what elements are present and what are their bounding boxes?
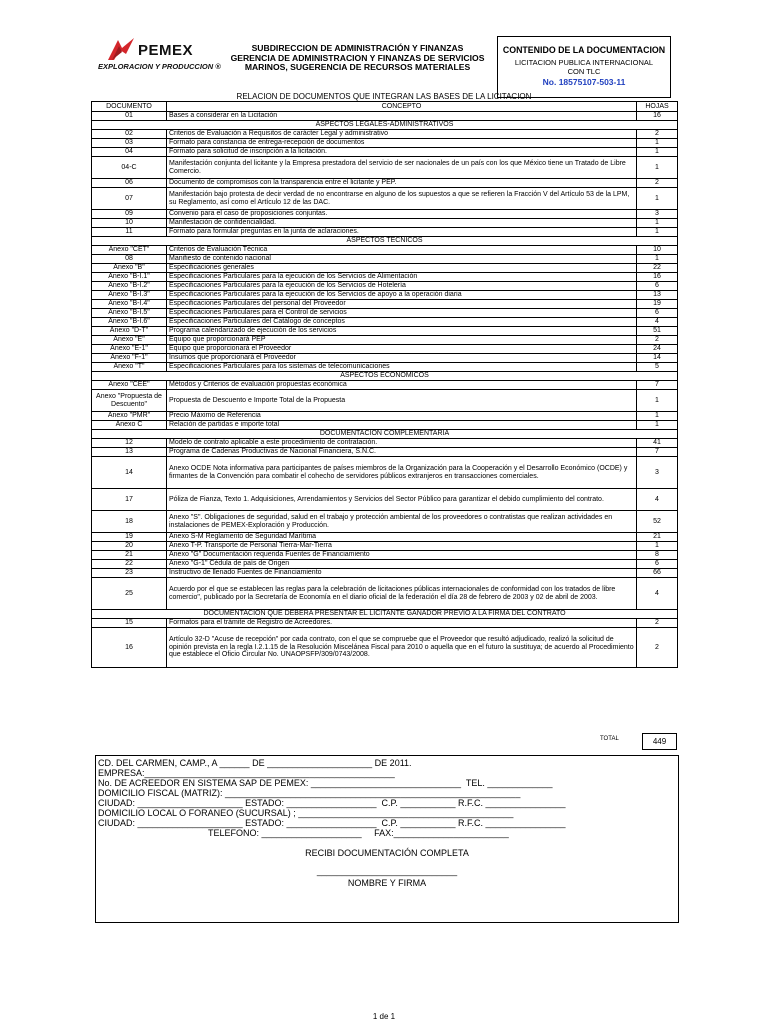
- table-row: [92, 457, 678, 489]
- form-date-line: CD. DEL CARMEN, CAMP., A ______ DE _____________________ DE 2011.: [98, 758, 412, 768]
- pages-cell: 3: [637, 457, 678, 489]
- concept-cell: Manifiesto de contenido nacional: [167, 255, 637, 264]
- table-row: [92, 381, 678, 390]
- concept-cell: Manifestación de confidencialidad.: [167, 219, 637, 228]
- pages-cell: 1: [637, 188, 678, 210]
- section-title: ASPECTOS LEGALES-ADMINISTRATIVOS: [92, 121, 678, 130]
- pemex-logo: [98, 36, 228, 76]
- logo-wordmark: PEMEX: [138, 42, 194, 59]
- pages-cell: 4: [637, 578, 678, 610]
- table-row: [92, 345, 678, 354]
- table-row: [92, 273, 678, 282]
- document-cell: 02: [92, 130, 167, 139]
- concept-cell: Anexo "S". Obligaciones de seguridad, salud en el trabajo y protección ambiental de los proveedores o contratistas que realizan actividades en instalaciones de PEMEX-Exploración y Producción.: [167, 511, 637, 533]
- pages-cell: 1: [637, 148, 678, 157]
- table-row: [92, 112, 678, 121]
- pages-cell: 4: [637, 489, 678, 511]
- table-row: [92, 439, 678, 448]
- document-cell: 23: [92, 569, 167, 578]
- pages-cell: 7: [637, 381, 678, 390]
- document-cell: Anexo "Propuesta de Descuento": [92, 390, 167, 412]
- table-row: [92, 363, 678, 372]
- document-cell: 03: [92, 139, 167, 148]
- table-row: [92, 336, 678, 345]
- document-cell: Anexo "B-I.3": [92, 291, 167, 300]
- concept-cell: Documento de compromisos con la transparencia entre el licitante y PEP.: [167, 179, 637, 188]
- concept-cell: Anexo S-M Reglamento de Seguridad Marítima: [167, 533, 637, 542]
- concept-cell: Especificaciones Particulares del Catálogo de conceptos: [167, 318, 637, 327]
- org-line: GERENCIA DE ADMINISTRACION Y FINANZAS DE SERVICIOS: [230, 52, 485, 63]
- concept-cell: Programa calendarizado de ejecución de los servicios: [167, 327, 637, 336]
- pages-cell: 10: [637, 246, 678, 255]
- concept-cell: Modelo de contrato aplicable a este procedimiento de contratación.: [167, 439, 637, 448]
- pages-cell: 21: [637, 533, 678, 542]
- org-line: MARINOS, SUGERENCIA DE RECURSOS MATERIALES: [244, 62, 471, 73]
- section-title: DOCUMENTACION QUE DEBERA PRESENTAR EL LICITANTE GANADOR PREVIO A LA FIRMA DEL CONTRATO: [92, 610, 678, 619]
- table-row: [92, 533, 678, 542]
- concept-cell: Equipo que proporcionará PEP: [167, 336, 637, 345]
- document-cell: 25: [92, 578, 167, 610]
- table-row: [92, 139, 678, 148]
- concept-cell: Especificaciones Particulares para la ejecución de los Servicios de apoyo a la operación diaria: [167, 291, 637, 300]
- pages-cell: 41: [637, 439, 678, 448]
- document-cell: Anexo "E-1": [92, 345, 167, 354]
- concept-cell: Especificaciones Particulares para los sistemas de telecomunicaciones: [167, 363, 637, 372]
- table-row: [92, 210, 678, 219]
- pages-cell: 13: [637, 291, 678, 300]
- documents-table: [91, 101, 678, 668]
- table-row: [92, 412, 678, 421]
- form-creditor-line: No. DE ACREEDOR EN SISTEMA SAP DE PEMEX: ______________________________ TEL. _____________: [98, 778, 553, 788]
- concept-cell: Formatos para el trámite de Registro de Acreedores.: [167, 619, 637, 628]
- pages-cell: 1: [637, 421, 678, 430]
- section-row: [92, 372, 678, 381]
- signature-line: ____________________________: [316, 866, 458, 876]
- document-cell: 08: [92, 255, 167, 264]
- document-cell: 20: [92, 542, 167, 551]
- concept-cell: Instructivo de llenado Fuentes de Financiamiento: [167, 569, 637, 578]
- table-row: [92, 551, 678, 560]
- document-cell: 04-C: [92, 157, 167, 179]
- pages-cell: 1: [637, 412, 678, 421]
- section-title: DOCUMENTACION COMPLEMENTARIA: [92, 430, 678, 439]
- table-row: [92, 282, 678, 291]
- document-cell: 10: [92, 219, 167, 228]
- pages-cell: 2: [637, 130, 678, 139]
- pages-cell: 6: [637, 309, 678, 318]
- table-row: [92, 188, 678, 210]
- concept-cell: Criterios de Evaluación Técnica: [167, 246, 637, 255]
- concept-cell: Formato para constancia de entrega-recepción de documentos: [167, 139, 637, 148]
- pages-cell: 1: [637, 228, 678, 237]
- document-cell: 13: [92, 448, 167, 457]
- pages-cell: 16: [637, 112, 678, 121]
- pages-cell: 1: [637, 139, 678, 148]
- document-cell: Anexo "F-1": [92, 354, 167, 363]
- concept-cell: Anexo T-P. Transporte de Personal Tierra-Mar-Tierra: [167, 542, 637, 551]
- box-title: CONTENIDO DE LA DOCUMENTACION: [502, 45, 666, 55]
- received-text: RECIBI DOCUMENTACIÓN COMPLETA: [305, 848, 469, 858]
- document-cell: Anexo "B-I.4": [92, 300, 167, 309]
- organization-header: [225, 44, 490, 73]
- document-cell: 19: [92, 533, 167, 542]
- pages-cell: 1: [637, 255, 678, 264]
- pages-cell: 2: [637, 628, 678, 668]
- table-row: [92, 354, 678, 363]
- concept-cell: Especificaciones Particulares para la ejecución de los Servicios de Hotelería: [167, 282, 637, 291]
- pages-cell: 6: [637, 560, 678, 569]
- table-row: [92, 448, 678, 457]
- document-cell: Anexo "CEE": [92, 381, 167, 390]
- table-row: [92, 148, 678, 157]
- concept-cell: Propuesta de Descuento e Importe Total de la Propuesta: [167, 390, 637, 412]
- document-cell: Anexo "CET": [92, 246, 167, 255]
- pages-cell: 14: [637, 354, 678, 363]
- concept-cell: Equipo que proporcionará el Proveedor: [167, 345, 637, 354]
- pages-cell: 16: [637, 273, 678, 282]
- signature-label: NOMBRE Y FIRMA: [347, 878, 427, 888]
- table-row: [92, 489, 678, 511]
- document-cell: Anexo C: [92, 421, 167, 430]
- document-cell: 06: [92, 179, 167, 188]
- concept-cell: Especificaciones Particulares para el Control de servicios: [167, 309, 637, 318]
- concept-cell: Relación de partidas e importe total: [167, 421, 637, 430]
- table-row: [92, 578, 678, 610]
- table-row: [92, 130, 678, 139]
- document-cell: Anexo "B-I.2": [92, 282, 167, 291]
- document-cell: 07: [92, 188, 167, 210]
- concept-cell: Formato para solicitud de inscripción a la licitación.: [167, 148, 637, 157]
- form-city-line-2: CIUDAD: _____________________ ESTADO: __________________ C.P. ___________ R.F.C. ________________: [98, 818, 566, 828]
- document-cell: Anexo "T": [92, 363, 167, 372]
- table-row: [92, 628, 678, 668]
- concept-cell: Manifestación conjunta del licitante y la Empresa prestadora del servicio de ser nacionales de un país con los que México tiene un Tratado de Libre Comercio.: [167, 157, 637, 179]
- header-documento: DOCUMENTO: [92, 102, 167, 112]
- table-row: [92, 421, 678, 430]
- document-cell: 18: [92, 511, 167, 533]
- section-row: [92, 610, 678, 619]
- concept-cell: Programa de Cadenas Productivas de Nacional Financiera, S.N.C.: [167, 448, 637, 457]
- pages-cell: 24: [637, 345, 678, 354]
- document-cell: 16: [92, 628, 167, 668]
- table-row: [92, 255, 678, 264]
- document-cell: 22: [92, 560, 167, 569]
- table-row: [92, 560, 678, 569]
- form-phone-line: TELEFONO: ____________________ FAX:_______________________: [208, 828, 509, 838]
- receipt-form: [95, 755, 679, 923]
- logo-subtitle: EXPLORACION Y PRODUCCION ®: [98, 62, 221, 71]
- concept-cell: Anexo "G" Documentación requerida Fuentes de Financiamiento: [167, 551, 637, 560]
- document-cell: Anexo "B": [92, 264, 167, 273]
- tender-number: No. 18575107-503-11: [542, 77, 626, 87]
- concept-cell: Precio Máximo de Referencia: [167, 412, 637, 421]
- header-concepto: CONCEPTO: [167, 102, 637, 112]
- documents-table-body: [92, 102, 678, 668]
- concept-cell: Anexo "G-1" Cédula de país de Origen: [167, 560, 637, 569]
- document-cell: 15: [92, 619, 167, 628]
- table-row: [92, 569, 678, 578]
- concept-cell: Especificaciones generales: [167, 264, 637, 273]
- pages-cell: 66: [637, 569, 678, 578]
- pages-cell: 1: [637, 157, 678, 179]
- concept-cell: Anexo OCDE Nota informativa para participantes de países miembros de la Organización para la Cooperación y el Desarrollo Económico (OCDE) y firmantes de la Convención para combatir el cohecho de servidores públicos extranjeros en transacciones comerciales.: [167, 457, 637, 489]
- document-cell: 21: [92, 551, 167, 560]
- document-cell: Anexo "B-I.5": [92, 309, 167, 318]
- box-subtitle-2: CON TLC: [567, 67, 601, 76]
- concept-cell: Especificaciones Particulares para la ejecución de los Servicios de Alimentación: [167, 273, 637, 282]
- pages-cell: 1: [637, 390, 678, 412]
- table-row: [92, 390, 678, 412]
- table-row: [92, 318, 678, 327]
- table-row: [92, 219, 678, 228]
- page-number: 1 de 1: [372, 1012, 396, 1021]
- org-line: SUBDIRECCION DE ADMINISTRACIÓN Y FINANZAS: [251, 43, 464, 53]
- pages-cell: 52: [637, 511, 678, 533]
- document-cell: Anexo "D-T": [92, 327, 167, 336]
- table-row: [92, 542, 678, 551]
- form-local-address-line: DOMICILIO LOCAL O FORANEO (SUCURSAL) ; ___________________________________________: [98, 808, 514, 818]
- table-row: [92, 246, 678, 255]
- section-title: ASPECTOS TECNICOS: [92, 237, 678, 246]
- documentation-box: [497, 36, 671, 98]
- concept-cell: Convenio para el caso de proposiciones conjuntas.: [167, 210, 637, 219]
- document-cell: Anexo "PMR": [92, 412, 167, 421]
- document-cell: 17: [92, 489, 167, 511]
- section-row: [92, 237, 678, 246]
- document-cell: Anexo "B-I.1": [92, 273, 167, 282]
- table-row: [92, 300, 678, 309]
- section-row: [92, 121, 678, 130]
- pages-cell: 2: [637, 619, 678, 628]
- table-row: [92, 157, 678, 179]
- header-hojas: HOJAS: [637, 102, 678, 112]
- pages-cell: 51: [637, 327, 678, 336]
- document-cell: 09: [92, 210, 167, 219]
- concept-cell: Formato para formular preguntas en la junta de aclaraciones.: [167, 228, 637, 237]
- pages-cell: 1: [637, 542, 678, 551]
- form-company-line: EMPRESA:__________________________________________________: [98, 768, 395, 778]
- pages-cell: 5: [637, 363, 678, 372]
- pages-cell: 4: [637, 318, 678, 327]
- document-cell: 11: [92, 228, 167, 237]
- concept-cell: Métodos y Criterios de evaluación propuestas económica: [167, 381, 637, 390]
- concept-cell: Insumos que proporcionará el Proveedor: [167, 354, 637, 363]
- section-row: [92, 430, 678, 439]
- form-city-line: CIUDAD: _____________________ ESTADO: __________________ C.P. ___________ R.F.C. ________________: [98, 798, 566, 808]
- pages-cell: 8: [637, 551, 678, 560]
- table-row: [92, 619, 678, 628]
- concept-cell: Acuerdo por el que se establecen las reglas para la celebración de licitaciones públicas internacionales de conformidad con los tratados de libre comercio", publicado por la Secretaría de Economía en el diario oficial de la federación el día 28 de febrero de 2003 y 02 de abril de 2003.: [167, 578, 637, 610]
- pages-cell: 1: [637, 219, 678, 228]
- concept-cell: Póliza de Fianza, Texto 1. Adquisiciones, Arrendamientos y Servicios del Sector Público para garantizar el debido cumplimiento del contrato.: [167, 489, 637, 511]
- concept-cell: Criterios de Evaluación a Requisitos de carácter Legal y administrativo: [167, 130, 637, 139]
- table-row: [92, 327, 678, 336]
- table-row: [92, 309, 678, 318]
- pemex-eagle-icon: [104, 36, 138, 62]
- concept-cell: Especificaciones Particulares del personal del Proveedor: [167, 300, 637, 309]
- document-cell: Anexo "B-I.6": [92, 318, 167, 327]
- document-cell: 12: [92, 439, 167, 448]
- section-title: ASPECTOS ECONOMICOS: [92, 372, 678, 381]
- table-row: [92, 511, 678, 533]
- concept-cell: Bases a considerar en la Licitación: [167, 112, 637, 121]
- form-fiscal-address-line: DOMICILIO FISCAL (MATRIZ): ___________________________________________________________: [98, 788, 521, 798]
- document-cell: 14: [92, 457, 167, 489]
- document-cell: 04: [92, 148, 167, 157]
- table-row: [92, 264, 678, 273]
- document-cell: 01: [92, 112, 167, 121]
- pages-cell: 19: [637, 300, 678, 309]
- pages-cell: 7: [637, 448, 678, 457]
- box-subtitle-1: LICITACION PUBLICA INTERNACIONAL: [514, 58, 654, 67]
- pages-cell: 22: [637, 264, 678, 273]
- pages-cell: 2: [637, 336, 678, 345]
- table-header-row: [92, 102, 678, 112]
- pages-cell: 3: [637, 210, 678, 219]
- relacion-title: RELACION DE DOCUMENTOS QUE INTEGRAN LAS BASES DE LA LICITACION: [236, 92, 532, 101]
- total-value: 449: [642, 733, 677, 750]
- concept-cell: Artículo 32-D "Acuse de recepción" por cada contrato, con el que se compruebe que el Proveedor que resultó adjudicado, realizó la solicitud de opinión prevista en la regla I.2.1.15 de la Resolución Miscelánea Fiscal para 2010 o aquella que en el futuro la sustituya; de acuerdo al Procedimiento que establece el Oficio Circular No. UNAOPSFP/309/0743/2008.: [167, 628, 637, 668]
- pages-cell: 2: [637, 179, 678, 188]
- document-cell: Anexo "E": [92, 336, 167, 345]
- table-row: [92, 291, 678, 300]
- concept-cell: Manifestación bajo protesta de decir verdad de no encontrarse en alguno de los supuestos a que se refieren la Fracción V del Artículo 53 de la LPM, su Reglamento, así como el Artículo 12 de las DAC.: [167, 188, 637, 210]
- total-label: TOTAL: [600, 736, 619, 742]
- table-row: [92, 228, 678, 237]
- table-row: [92, 179, 678, 188]
- pages-cell: 6: [637, 282, 678, 291]
